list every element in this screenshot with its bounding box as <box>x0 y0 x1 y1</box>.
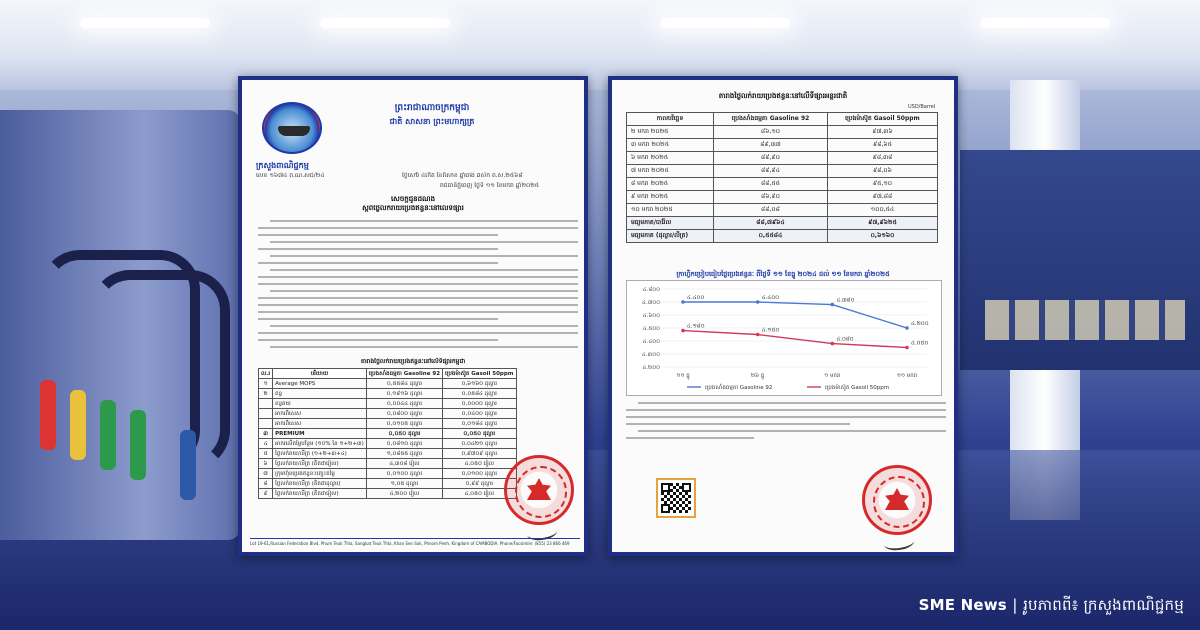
data-label: ៤.១៥០ <box>761 327 780 334</box>
fuel-nozzle-blue <box>180 430 196 500</box>
data-label: ៤.១៨០ <box>687 323 705 330</box>
y-tick-label: ៤.៤០០ <box>642 339 660 345</box>
col-gasoil: ប្រេងម៉ាស៊ូត Gasoil 50ppm <box>827 113 937 126</box>
photo-credit: រូបភាពពី៖ ក្រសួងពាណិជ្ជកម្ម <box>1023 596 1184 614</box>
row-label: ថ្លៃលក់រាយ/លីត្រ (១+២+៣+៤) <box>273 449 367 459</box>
gasoline-value: ១,០៥ ដុល្លារ <box>366 479 442 489</box>
table-row <box>627 165 938 178</box>
gasoline-value: ៨៩,៩៤ <box>713 165 827 178</box>
table-row <box>627 204 938 217</box>
x-tick-label: ១១ មករា <box>896 373 918 379</box>
price-line-chart <box>626 280 942 396</box>
gasoline-value: ៨៦,៩០ <box>713 191 827 204</box>
row-index: ៨ <box>259 479 273 489</box>
row-label: ក្រុមហ៊ុនប្រេងឥន្ធនៈបញ្ចុះតម្លៃ <box>273 469 367 479</box>
ministry-logo <box>262 102 322 154</box>
table-row <box>259 409 517 419</box>
row-date: ៧ មករា ២០២៥ <box>627 165 714 178</box>
fuel-nozzle-green <box>130 410 146 480</box>
gasoil-value: ៩៨,០៦ <box>827 165 937 178</box>
data-point <box>681 329 685 333</box>
row-index: ៤ <box>259 439 273 449</box>
data-label: ៤.២០០ <box>911 321 929 327</box>
y-tick-label: ៤.៨០០ <box>642 287 660 293</box>
gasoline-value: ៤,៣០៨ រៀល <box>366 459 442 469</box>
chart-title: ក្រាហ្វិកប្រៀបធៀបថ្លៃប្រេងឥន្ធនៈ ពីថ្ងៃទី ១១ ខែធ្នូ ២០២៤ ដល់ ១១ ខែមករា ឆ្នាំ២០២៥ <box>676 270 890 278</box>
row-label: Average MOPS <box>273 379 367 389</box>
data-label: ៤.៤០០ <box>761 295 779 301</box>
series-line <box>683 331 907 348</box>
data-point <box>831 342 835 346</box>
data-label: ៤.៣៨០ <box>836 297 855 304</box>
gasoil-value: ៩៧,៨៨ <box>827 191 937 204</box>
gasoil-value: ០,០៥៨៤ ដុល្លារ <box>443 389 516 399</box>
gasoil-value: ០,០១៨៤ ដុល្លារ <box>443 419 516 429</box>
x-tick-label: ១១ ធ្នូ <box>676 373 690 379</box>
table-row <box>627 126 938 139</box>
row-index: ៩ <box>259 489 273 499</box>
brand-name: SME News <box>918 596 1007 614</box>
row-index: ១ <box>259 379 273 389</box>
table-row <box>627 191 938 204</box>
notice-subject: ស្ដីពីថ្លៃលក់រាយប្រេងឥន្ធនៈនៅលើទីផ្សារ <box>362 205 464 212</box>
table-title: តារាងថ្លៃលក់រាយប្រេងឥន្ធនៈនៅលើទីផ្សារកម្ពុជា <box>360 358 466 365</box>
ministry-seal <box>862 465 932 535</box>
legend-label: ប្រេងម៉ាស៊ូត Gasoil 50ppm <box>825 385 890 391</box>
gasoline-value: ០,០១០៥ ដុល្លារ <box>366 419 442 429</box>
table-row <box>259 419 517 429</box>
canopy-light <box>80 18 210 28</box>
data-point <box>831 303 835 307</box>
gasoil-value: ០,៩៧០៩ ដុល្លារ <box>443 449 516 459</box>
row-index: ២ <box>259 389 273 399</box>
row-label: អាករពិសេស <box>273 409 367 419</box>
reference-number: លេខ ១៦៧៤ ព.ណ.សជ/២៤ <box>256 172 325 179</box>
canopy-light <box>980 18 1110 28</box>
ministry-seal <box>504 455 574 525</box>
gasoline-value: ០,៥៥៨៤ ដុល្លារ <box>366 379 442 389</box>
y-tick-label: ៤.៥០០ <box>642 326 660 332</box>
data-point <box>905 326 909 330</box>
row-date: ៦ មករា ២០២៥ <box>627 152 714 165</box>
gasoil-value: ៩៥,១០ <box>827 178 937 191</box>
gasoil-value: ០,៦១៦០ ដុល្លារ <box>443 379 516 389</box>
gasoline-value: ៨៨,៧៩៦៤ <box>713 217 827 230</box>
caption-separator: | <box>1012 596 1018 614</box>
summary-row <box>627 217 938 230</box>
gasoil-value: ០,៩៩ ដុល្លារ <box>443 479 516 489</box>
gasoil-value: ៩៧,៣៦ <box>827 126 937 139</box>
notice-body <box>258 220 578 353</box>
gasoline-value: ៨៩,៣៧ <box>713 139 827 152</box>
lunar-date: ថ្ងៃសៅរ៍ ៤កើត ខែពិសាខ ឆ្នាំរោង ឆស័ក ព.ស.២៥៦៨ <box>402 172 523 179</box>
gasoline-value: ៨៩,៩០ <box>713 152 827 165</box>
international-price-page <box>608 76 958 556</box>
gasoil-value: ០,៦១៦០ <box>827 230 937 243</box>
station-canopy <box>0 0 1200 90</box>
gasoil-value: ០,០០០០ ដុល្លារ <box>443 399 516 409</box>
table-row <box>259 449 517 459</box>
table-row <box>259 479 517 489</box>
col-gasoline: ប្រេងសាំងធម្មតា Gasoline 92 <box>366 369 442 379</box>
row-date: ៩ មករា ២០២៥ <box>627 191 714 204</box>
kingdom-header: ព្រះរាជាណាចក្រកម្ពុជា <box>394 103 470 113</box>
intl-price-table <box>626 112 938 243</box>
chart-svg <box>627 281 941 395</box>
row-label: អាករលើតម្លៃបន្ថែម (១០% នៃ ១+២+៣) <box>273 439 367 449</box>
gasoil-value: ៩៧,៩៦២៥ <box>827 217 937 230</box>
table-row <box>259 459 517 469</box>
gasoline-value: ០,៥៥៨៤ <box>713 230 827 243</box>
y-tick-label: ៤.៦០០ <box>642 313 660 319</box>
gasoline-value: ៤,២០០ រៀល <box>366 489 442 499</box>
data-label: ៤.០៥០ <box>911 340 929 347</box>
data-label: ៤.៤០០ <box>687 295 705 301</box>
gasoline-value: ០,០៥០ ដុល្លារ <box>366 429 442 439</box>
y-tick-label: ៤.៧០០ <box>642 300 660 306</box>
gasoil-value: ៤,០៥០ រៀល <box>443 459 516 469</box>
legend-label: ប្រេងសាំងធម្មតា Gasoline 92 <box>705 385 773 391</box>
fuel-nozzle-yellow <box>70 390 86 460</box>
data-point <box>681 300 685 304</box>
table-row <box>259 429 517 439</box>
row-label: ថ្លៃលក់រាយ/លីត្រ (គិតជាដុល្លារ) <box>273 479 367 489</box>
table-row <box>259 379 517 389</box>
table-row <box>627 152 938 165</box>
y-tick-label: ៤.៣០០ <box>641 352 660 358</box>
fuel-nozzle-red <box>40 380 56 450</box>
row-index: ៧ <box>259 469 273 479</box>
retail-price-table <box>258 368 517 499</box>
row-index: ៥ <box>259 449 273 459</box>
row-label: ពន្ធ <box>273 389 367 399</box>
table-row <box>627 178 938 191</box>
gasoline-value: ៨៦,១០ <box>713 126 827 139</box>
table-row <box>259 469 517 479</box>
table-row <box>259 389 517 399</box>
summary-row <box>627 230 938 243</box>
col-index: ល.រ <box>259 369 273 379</box>
notice-heading: សេចក្ដីជូនដំណឹង <box>390 196 436 203</box>
station-windows <box>985 300 1185 340</box>
gasoline-value: ១,០៨៥៥ ដុល្លារ <box>366 449 442 459</box>
x-tick-label: ១ មករា <box>824 373 841 379</box>
col-date: កាលបរិច្ឆេទ <box>627 113 714 126</box>
row-label: ពន្ធគយ <box>273 399 367 409</box>
row-label: មធ្យមភាគ (ដុល្លារ/លីត្រ) <box>627 230 714 243</box>
gasoil-value: ០,០៥០ ដុល្លារ <box>443 429 516 439</box>
row-label: PREMIUM <box>273 429 367 439</box>
data-point <box>905 346 909 350</box>
table-row <box>259 439 517 449</box>
ministry-notice-page <box>238 76 588 556</box>
row-label: ថ្លៃលក់រាយ/លីត្រ (គិតជារៀល) <box>273 459 367 469</box>
gasoline-value: ០,១៩១៦ ដុល្លារ <box>366 389 442 399</box>
qr-code[interactable] <box>656 478 696 518</box>
row-index <box>259 399 273 409</box>
row-index <box>259 409 273 419</box>
national-motto: ជាតិ សាសនា ព្រះមហាក្សត្រ <box>389 117 475 126</box>
row-date: ២ មករា ២០២៥ <box>627 126 714 139</box>
row-label: មធ្យមភាគ/បារ៉ែល <box>627 217 714 230</box>
gasoline-value: ៨៨,០៨ <box>713 204 827 217</box>
row-date: ៨ មករា ២០២៥ <box>627 178 714 191</box>
col-gasoil: ប្រេងម៉ាស៊ូត Gasoil 50ppm <box>443 369 516 379</box>
footer-address: Lot 19-61,Russian Federation Blvd, Phum Teuk Thla, Sangkat Teuk Thla, Khan Sen Sok, Phnom Penh, Kingdom of CAMBODIA. Phone/Facsimile: (855) 23 866 469 <box>250 541 570 546</box>
gasoil-value: ០,០៤០០ ដុល្លារ <box>443 409 516 419</box>
fuel-nozzle-green <box>100 400 116 470</box>
col-gasoline: ប្រេងសាំងធម្មតា Gasoline 92 <box>713 113 827 126</box>
x-tick-label: ២៦ ធ្នូ <box>751 373 765 379</box>
gasoline-value: ០,០០៤៤ ដុល្លារ <box>366 399 442 409</box>
data-label: ៤.០៨០ <box>836 336 854 343</box>
image-caption <box>919 596 1184 618</box>
row-date: ១០ មករា ២០២៥ <box>627 204 714 217</box>
gasoline-value: ៨៨,៥៥ <box>713 178 827 191</box>
canopy-light <box>320 18 450 28</box>
document-footer <box>250 538 580 546</box>
row-index: ៦ <box>259 459 273 469</box>
gasoline-value: ០,០៨០០ ដុល្លារ <box>366 409 442 419</box>
table-row <box>627 139 938 152</box>
gasoil-value: ១០០,៥៤ <box>827 204 937 217</box>
gasoil-value: ៩៨,៣៨ <box>827 152 937 165</box>
gasoline-value: ០,០៨១០ ដុល្លារ <box>366 439 442 449</box>
y-tick-label: ៤.២០០ <box>642 365 660 371</box>
explanation-body <box>626 402 946 444</box>
data-point <box>756 333 760 337</box>
row-index: ៣ <box>259 429 273 439</box>
gasoil-value: ០,០១០០ ដុល្លារ <box>443 469 516 479</box>
unit-label: USD/Barrel <box>908 104 936 110</box>
row-index <box>259 419 273 429</box>
gasoil-value: ០,០៤២១ ដុល្លារ <box>443 439 516 449</box>
gasoil-value: ៤,០៥០ រៀល <box>443 489 516 499</box>
gasoil-value: ៩៨,៦៥ <box>827 139 937 152</box>
data-point <box>756 300 760 304</box>
table-row <box>259 399 517 409</box>
solar-date: រាជធានីភ្នំពេញ ថ្ងៃទី ១១ ខែមករា ឆ្នាំ២០២៥ <box>440 182 540 189</box>
col-item: បរិយាយ <box>273 369 367 379</box>
intl-table-title: តារាងថ្លៃលក់រាយប្រេងឥន្ធនៈនៅលើទីផ្សារអន្តរជាតិ <box>718 92 848 100</box>
signature <box>883 534 915 552</box>
canopy-light <box>660 18 790 28</box>
gasoline-value: ០,០១០០ ដុល្លារ <box>366 469 442 479</box>
ministry-name: ក្រសួងពាណិជ្ជកម្ម <box>256 161 309 170</box>
row-label: អាករពិសេស <box>273 419 367 429</box>
row-label: ថ្លៃលក់រាយ/លីត្រ (គិតជារៀល) <box>273 489 367 499</box>
row-date: ៣ មករា ២០២៥ <box>627 139 714 152</box>
table-row <box>259 489 517 499</box>
